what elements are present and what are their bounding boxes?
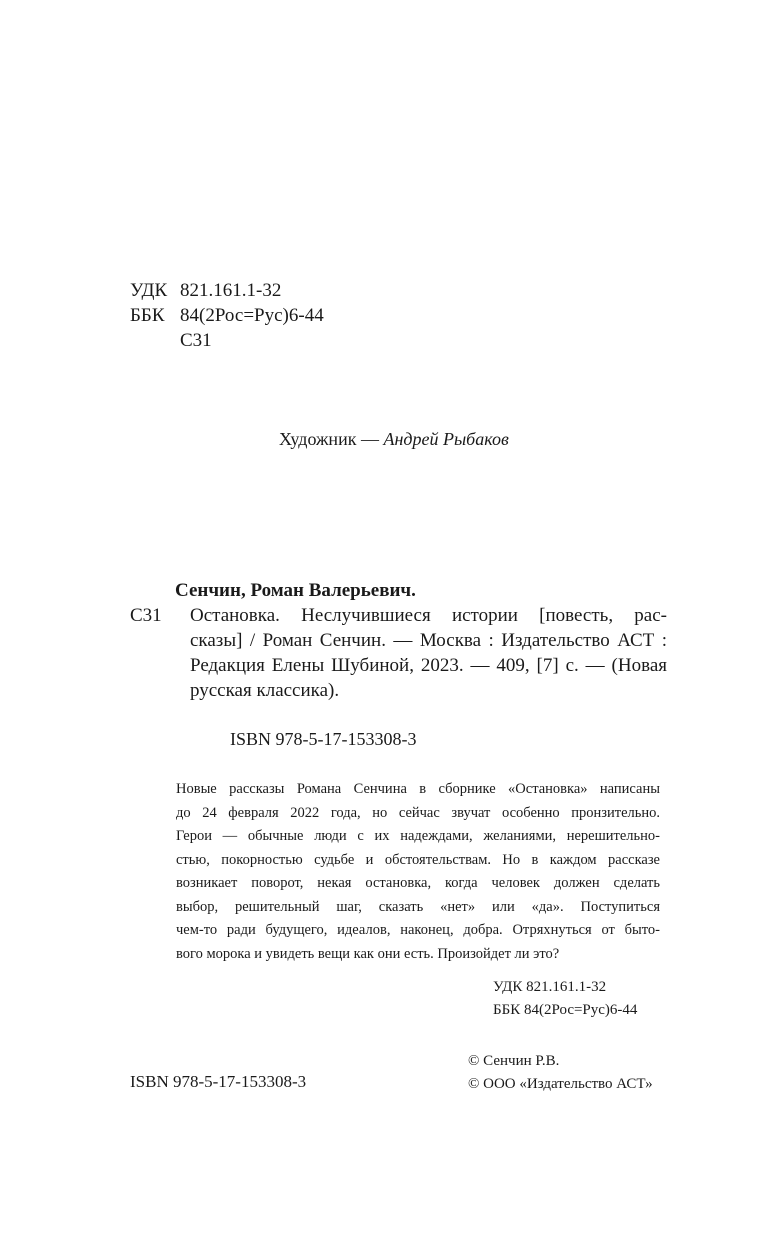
annotation-line: возникает поворот, некая остановка, когда человек должен сделать (176, 875, 660, 891)
biblio-last-line-wrap (190, 678, 667, 703)
biblio-line: Редакция Елены Шубиной, 2023. — 409, [7] с. — (Новая (190, 655, 667, 676)
copyright-author: © Сенчин Р.В. (468, 1053, 560, 1069)
annotation-line: вого морока и увидеть вещи как они есть. Произойдет ли это? (176, 945, 560, 962)
bbk-row (130, 303, 324, 328)
udk-label: УДК (130, 280, 168, 301)
bbk-label: ББК (130, 305, 165, 326)
artist-credit (279, 429, 509, 450)
author-heading: Сенчин, Роман Валерьевич. (175, 580, 416, 601)
biblio-description (190, 603, 667, 678)
biblio-mark: С31 (130, 605, 162, 626)
annotation-line: Герои — обычные люди с их надеждами, желаниями, нерешительно- (176, 828, 660, 844)
annotation (176, 778, 660, 966)
biblio-line: сказы] / Роман Сенчин. — Москва : Издательство АСТ : (190, 630, 667, 651)
udk-row (130, 278, 281, 303)
biblio-line: Остановка. Неслучившиеся истории [повесть, рас- (190, 605, 667, 626)
annotation-line: стью, покорностью судьбе и обстоятельствам. Но в каждом рассказе (176, 851, 660, 868)
bbk-value: 84(2Рос=Рус)6-44 (180, 305, 324, 326)
udk-value: 821.161.1-32 (180, 280, 282, 301)
isbn-main: ISBN 978-5-17-153308-3 (230, 729, 417, 749)
artist-name: Андрей Рыбаков (383, 429, 509, 449)
copyright-publisher: © ООО «Издательство АСТ» (468, 1076, 653, 1092)
artist-role: Художник — (279, 429, 379, 449)
footer-udk: УДК 821.161.1-32 (493, 979, 607, 995)
annotation-line: выбор, решительный шаг, сказать «нет» или «да». Поступиться (176, 898, 660, 915)
biblio-line: русская классика). (190, 680, 340, 701)
annotation-line: до 24 февраля 2022 года, но сейчас звучат особенно пронзительно. (176, 804, 660, 821)
annotation-line: Новые рассказы Романа Сенчина в сборнике «Остановка» написаны (176, 781, 660, 797)
annotation-line: чем-то ради будущего, идеалов, наконец, добра. Отряхнуться от быто- (176, 922, 660, 938)
isbn-bottom: ISBN 978-5-17-153308-3 (130, 1072, 307, 1091)
footer-bbk: ББК 84(2Рос=Рус)6-44 (493, 1002, 638, 1018)
author-mark: С31 (180, 330, 212, 351)
